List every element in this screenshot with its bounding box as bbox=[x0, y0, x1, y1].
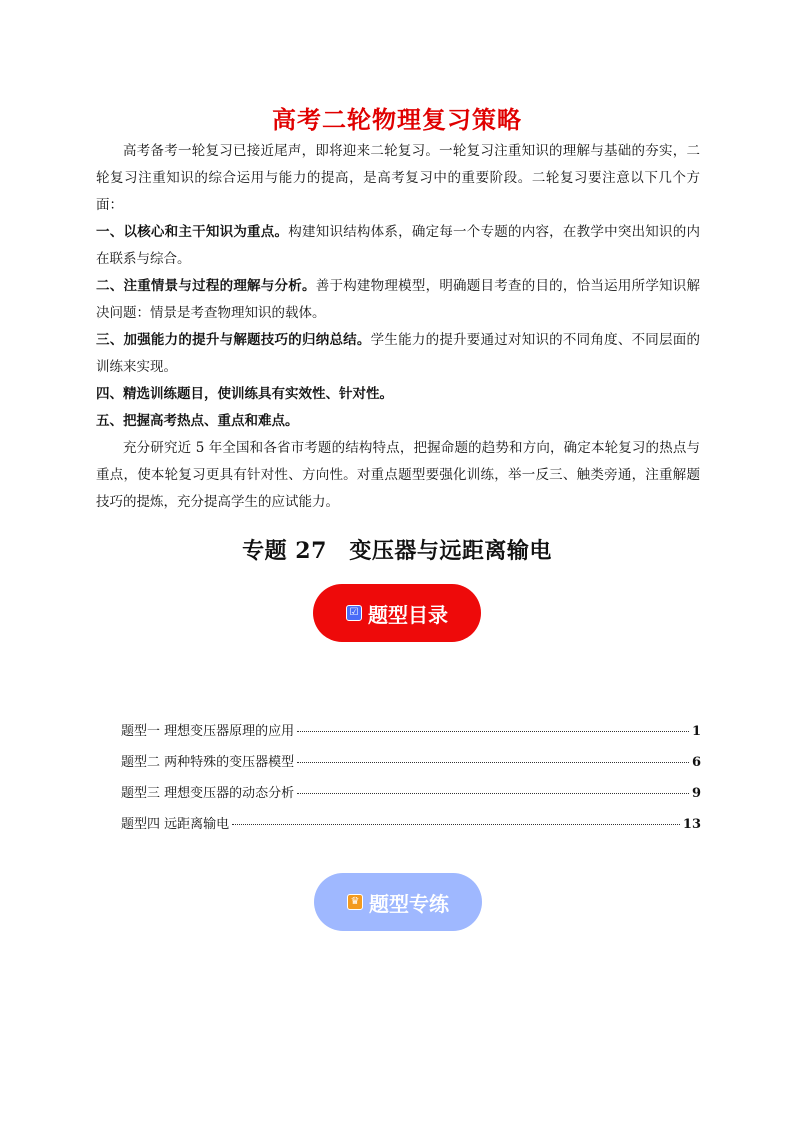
intro-body bbox=[96, 138, 700, 516]
topic-title: 专题 27 变压器与远距离输电 bbox=[242, 538, 552, 564]
toc-item-label: 题型一 理想变压器原理的应用 bbox=[121, 724, 295, 739]
closing-paragraph: 充分研究近 5 年全国和各省市考题的结构特点，把握命题的趋势和方向，确定本轮复习的热点与重点，使本轮复习更具有针对性、方向性。对重点题型要强化训练，举一反三、触类旁通，注重解题技巧的提炼，充分提高学生的应试能力。 bbox=[96, 440, 700, 510]
strategy-point-2-text: 善于构建物理模型，明确题目考查的目的，恰当运用所学知识解决问题：情景是考查物理知识的载体。 bbox=[96, 278, 701, 321]
strategy-point-5 bbox=[96, 408, 700, 435]
practice-button[interactable] bbox=[314, 873, 482, 931]
toc-item-2[interactable] bbox=[121, 751, 701, 782]
strategy-point-1 bbox=[96, 219, 700, 273]
checklist-icon: ☑ bbox=[346, 605, 362, 621]
strategy-point-2 bbox=[96, 273, 700, 327]
strategy-point-4 bbox=[96, 381, 700, 408]
trophy-icon: ♛ bbox=[347, 894, 363, 910]
toc-page-number: 13 bbox=[682, 817, 701, 832]
toc-item-label: 题型四 远距离输电 bbox=[121, 817, 230, 832]
toc-page-number: 9 bbox=[691, 786, 701, 801]
toc-item-1[interactable] bbox=[121, 720, 701, 751]
intro-paragraph: 高考备考一轮复习已接近尾声，即将迎来二轮复习。一轮复习注重知识的理解与基础的夯实，二轮复习注重知识的综合运用与能力的提高，是高考复习中的重要阶段。二轮复习要注意以下几个方面： bbox=[96, 143, 700, 213]
toc-item-label: 题型二 两种特殊的变压器模型 bbox=[121, 755, 295, 770]
toc-leader-dots bbox=[297, 731, 689, 732]
toc-item-label: 题型三 理想变压器的动态分析 bbox=[121, 786, 295, 801]
strategy-point-4-heading: 四、精选训练题目，使训练具有实效性、针对性。 bbox=[96, 386, 393, 402]
toc-item-4[interactable] bbox=[121, 813, 701, 844]
toc-page-number: 1 bbox=[691, 724, 701, 739]
toc-leader-dots bbox=[297, 762, 689, 763]
strategy-point-5-heading: 五、把握高考热点、重点和难点。 bbox=[96, 413, 299, 429]
toc-page-number: 6 bbox=[691, 755, 701, 770]
main-title: 高考二轮物理复习策略 bbox=[272, 106, 522, 134]
strategy-point-3-text: 学生能力的提升要通过对知识的不同角度、不同层面的训练来实现。 bbox=[96, 332, 701, 375]
toc-item-3[interactable] bbox=[121, 782, 701, 813]
table-of-contents bbox=[121, 720, 701, 844]
catalog-button[interactable] bbox=[313, 584, 481, 642]
practice-button-label: 题型专练 bbox=[369, 891, 449, 916]
strategy-point-1-text: 构建知识结构体系，确定每一个专题的内容，在教学中突出知识的内在联系与综合。 bbox=[96, 224, 701, 267]
catalog-button-label: 题型目录 bbox=[368, 602, 448, 627]
toc-leader-dots bbox=[232, 824, 680, 825]
strategy-point-3 bbox=[96, 327, 700, 381]
strategy-point-2-heading: 二、注重情景与过程的理解与分析。 bbox=[96, 278, 316, 294]
strategy-point-1-heading: 一、以核心和主干知识为重点。 bbox=[96, 224, 289, 240]
toc-leader-dots bbox=[297, 793, 689, 794]
strategy-point-3-heading: 三、加强能力的提升与解题技巧的归纳总结。 bbox=[96, 332, 371, 348]
